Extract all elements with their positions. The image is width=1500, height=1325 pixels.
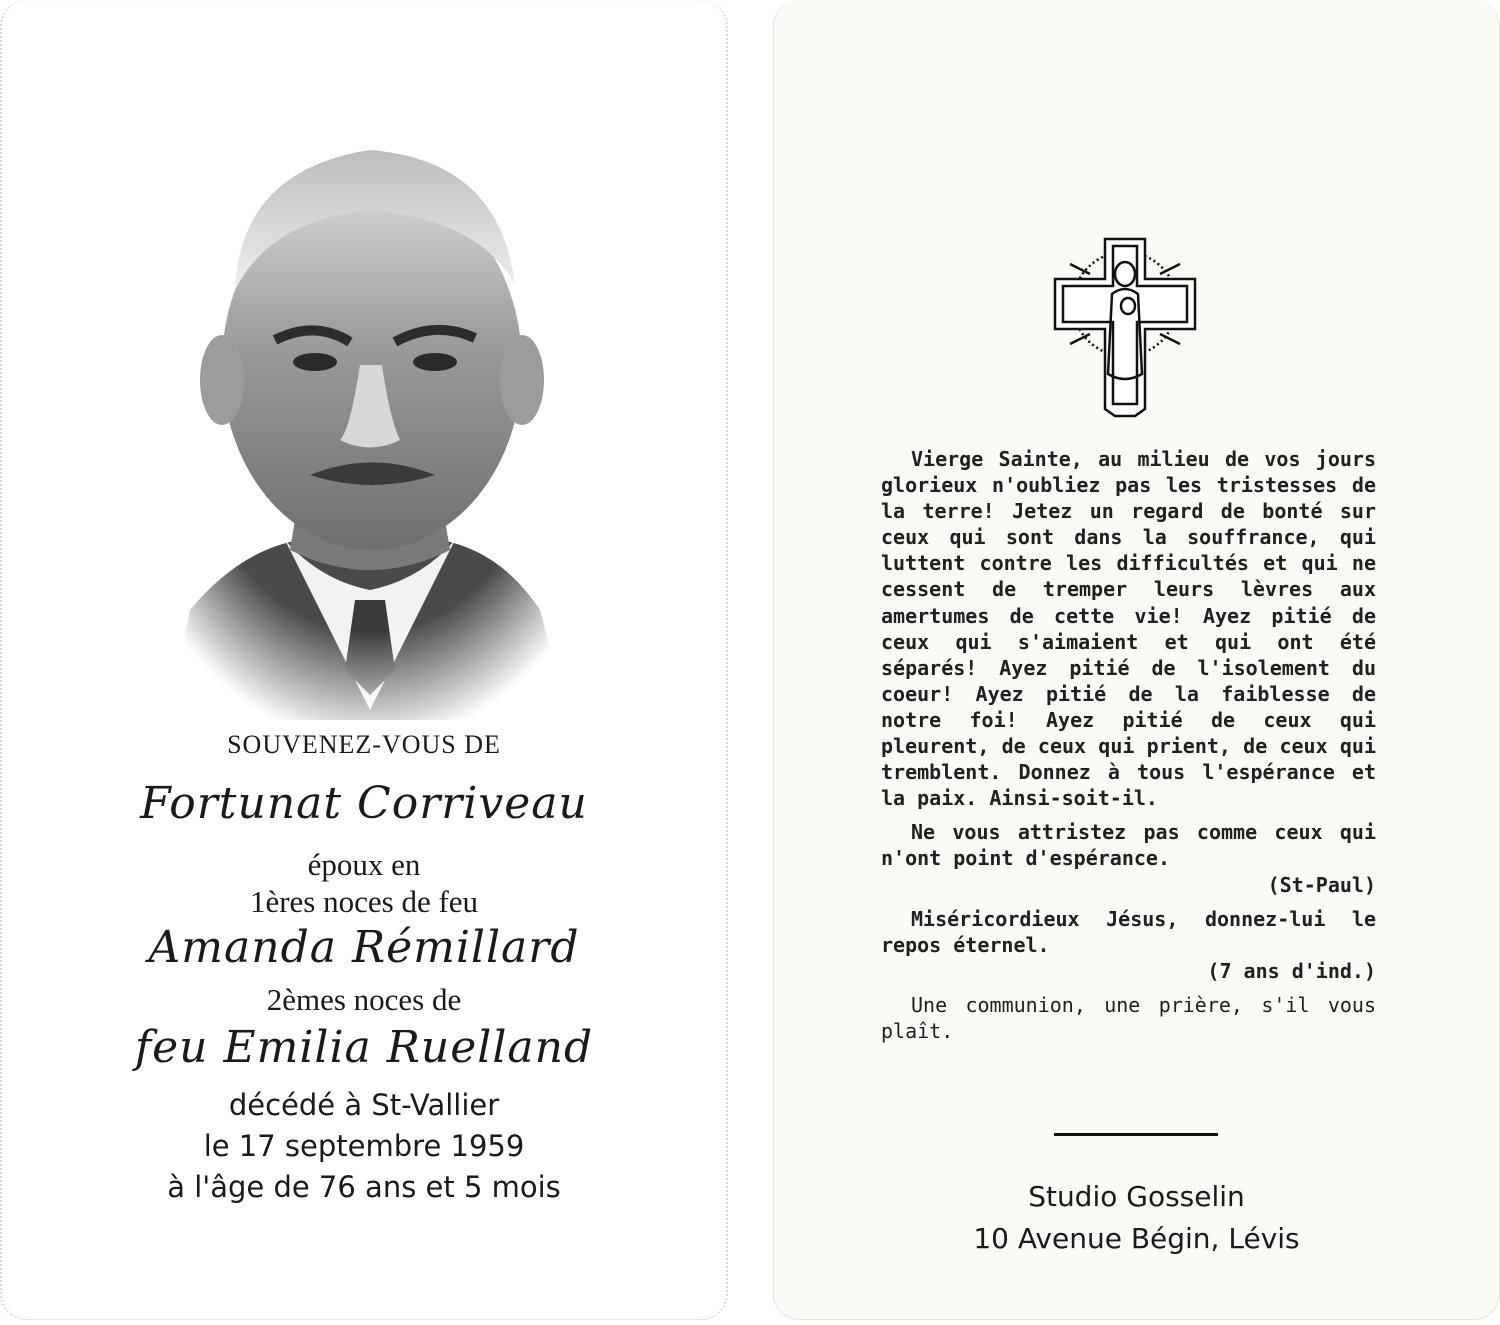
spouse-line-3: 2èmes noces de bbox=[266, 982, 462, 1017]
prayer-text bbox=[881, 446, 1376, 1044]
death-date: le 17 septembre 1959 bbox=[203, 1129, 525, 1163]
indulgence: (7 ans d'ind.) bbox=[1207, 958, 1376, 983]
second-spouse-name: feu Emilia Ruelland bbox=[134, 1022, 594, 1073]
age-at-death: à l'âge de 76 ans et 5 mois bbox=[167, 1170, 561, 1204]
cross-icon bbox=[1050, 234, 1200, 419]
verse-source: (St-Paul) bbox=[1267, 872, 1376, 897]
remember-heading: SOUVENEZ-VOUS DE bbox=[227, 730, 501, 759]
deceased-name: Fortunat Corriveau bbox=[140, 778, 588, 829]
spouse-line-2: 1ères noces de feu bbox=[249, 884, 479, 919]
prayer-paragraph: Vierge Sainte, au milieu de vos jours glorieux n'oubliez pas les tristesses de la terre! Jetez un regard de bonté sur ceux qui sont dans la souffrance, qui luttent contre les difficultés et qui ne cessent de tremper leurs lèvres aux amertumes de cette vie! Ayez pitié de ceux qui s'aimaient et qui ont été séparés! Ayez pitié de l'isolement du coeur! Ayez pitié de la faiblesse de notre foi! Ayez pitié de ceux qui pleurent, de ceux qui prient, de ceux qui tremblent. Donnez à tous l'espérance et la paix. Ainsi-soit-il. bbox=[881, 447, 1376, 811]
studio-address: 10 Avenue Bégin, Lévis bbox=[973, 1222, 1300, 1255]
first-spouse-name: Amanda Rémillard bbox=[148, 922, 580, 973]
prayer-request: Une communion, une prière, s'il vous plaît. bbox=[881, 992, 1376, 1043]
invocation: Miséricordieux Jésus, donnez-lui le repos éternel. bbox=[881, 906, 1376, 957]
spouse-line-1: époux en bbox=[307, 847, 421, 882]
studio-name: Studio Gosselin bbox=[1028, 1180, 1245, 1213]
divider-line bbox=[1054, 1133, 1218, 1136]
portrait-photo bbox=[150, 110, 590, 720]
scripture-verse: Ne vous attristez pas comme ceux qui n'ont point d'espérance. bbox=[881, 820, 1376, 871]
death-place: décédé à St-Vallier bbox=[228, 1088, 500, 1122]
